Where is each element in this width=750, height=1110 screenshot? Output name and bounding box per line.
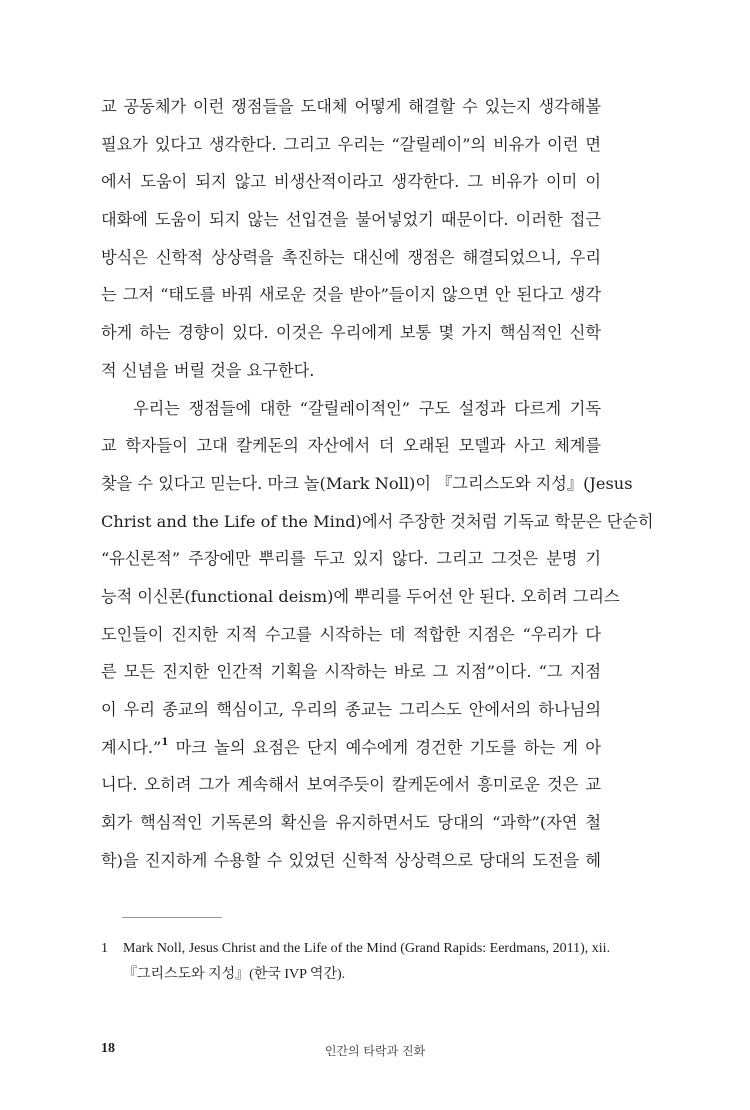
footnote-translation: 『그리스도와 지성』(한국 IVP 역간). xyxy=(123,967,346,982)
body-line: 교 공동체가 이런 쟁점들을 도대체 어떻게 해결할 수 있는지 생각해볼 xyxy=(101,97,601,116)
body-line: 른 모든 진지한 인간적 기획을 시작하는 바로 그 지점”이다. “그 지점 xyxy=(101,662,601,682)
body-line-with-note xyxy=(101,729,601,767)
body-line-end: 마크 놀의 요점은 단지 예수에게 경건한 기도를 하는 게 아 xyxy=(168,737,601,757)
body-line: 회가 핵심적인 기독론의 확신을 유지하면서도 당대의 “과학”(자연 철 xyxy=(101,813,601,833)
body-line: 교 학자들이 고대 칼케돈의 자산에서 더 오래된 모델과 사고 체계를 xyxy=(101,436,601,456)
body-line: 니다. 오히려 그가 계속해서 보여주듯이 칼케돈에서 흥미로운 것은 교 xyxy=(101,775,601,795)
body-line: 는 그저 “태도를 바꿔 새로운 것을 받아”들이지 않으면 안 된다고 생각 xyxy=(101,285,601,305)
footnote-body xyxy=(123,936,611,988)
page-number: 18 xyxy=(101,1041,115,1056)
footnote-citation: Mark Noll, Jesus Christ and the Life of the Mind (Grand Rapids: Eerdmans, 2011), xii. xyxy=(123,941,611,956)
body-line: Christ and the Life of the Mind)에서 주장한 것처럼 기독교 학문은 단순히 xyxy=(101,511,654,531)
body-line: 학)을 진지하게 수용할 수 있었던 신학적 상상력으로 당대의 도전을 헤 xyxy=(101,850,601,870)
body-line-start: 계시다.” xyxy=(101,737,162,757)
footnote-separator xyxy=(122,917,222,918)
body-line: 방식은 신학적 상상력을 촉진하는 대신에 쟁점은 해결되었으니, 우리 xyxy=(101,247,601,267)
body-line: 적 신념을 버릴 것을 요구한다. xyxy=(101,360,315,380)
body-line: 필요가 있다고 생각한다. 그리고 우리는 “갈릴레이”의 비유가 이런 면 xyxy=(101,134,601,154)
body-line: 우리는 쟁점들에 대한 “갈릴레이적인” 구도 설정과 다르게 기독 xyxy=(133,398,601,418)
footnote-reference[interactable]: 1 xyxy=(161,736,169,748)
running-title: 인간의 타락과 진화 xyxy=(324,1044,426,1058)
body-line: 대화에 도움이 되지 않는 선입견을 불어넣었기 때문이다. 이러한 접근 xyxy=(101,210,601,230)
body-line: 찾을 수 있다고 믿는다. 마크 놀(Mark Noll)이 『그리스도와 지성』(Jesus xyxy=(101,473,633,493)
body-text xyxy=(101,88,654,879)
footnote-number: 1 xyxy=(101,941,108,956)
footnote xyxy=(101,936,611,988)
body-line: 도인들이 진지한 지적 수고를 시작하는 데 적합한 지점은 “우리가 다 xyxy=(101,624,601,644)
body-line: 하게 하는 경향이 있다. 이것은 우리에게 보통 몇 가지 핵심적인 신학 xyxy=(101,323,601,343)
body-line: 능적 이신론(functional deism)에 뿌리를 두어선 안 된다. 오히려 그리스 xyxy=(101,586,620,606)
body-line: 에서 도움이 되지 않고 비생산적이라고 생각한다. 그 비유가 이미 이 xyxy=(101,172,601,192)
body-line: “유신론적” 주장에만 뿌리를 두고 있지 않다. 그리고 그것은 분명 기 xyxy=(101,549,601,569)
body-line: 이 우리 종교의 핵심이고, 우리의 종교는 그리스도 안에서의 하나님의 xyxy=(101,700,601,719)
